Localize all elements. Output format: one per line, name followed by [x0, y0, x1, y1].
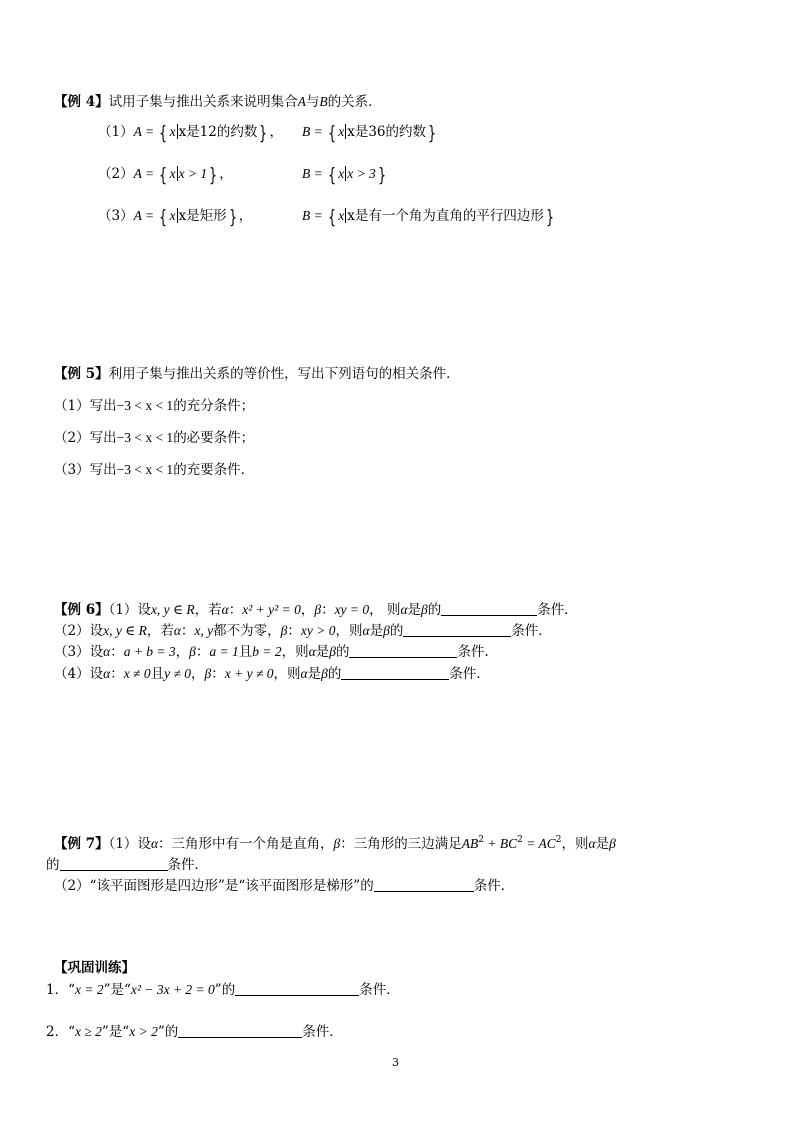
answer-blank[interactable]	[349, 643, 457, 658]
answer-blank[interactable]	[60, 856, 168, 871]
ex6-label: 【例 6】	[54, 602, 109, 618]
ex4-item-3-b	[302, 206, 556, 227]
ex7-label: 【例 7】	[54, 836, 109, 852]
page-number: 3	[392, 1056, 399, 1069]
ex4-item-3: （3）A = { x x是矩形 } ，	[98, 206, 253, 228]
set-b-eq: B =	[302, 166, 327, 181]
answer-blank[interactable]	[341, 665, 449, 680]
ex4-heading	[54, 92, 382, 112]
ex4-and: 与	[305, 94, 320, 110]
inequality: −3 < x < 1	[116, 462, 174, 477]
inequality: −3 < x < 1	[116, 398, 174, 413]
ex4-set-b: B	[319, 94, 328, 109]
set-b-eq: B =	[302, 208, 327, 223]
ex7-line-1: 【例 7】（1）设α：三角形中有一个角是直角，β：三角形的三边满足$AB^2 + BC^2 = AC^2$，则α是β	[54, 835, 616, 852]
answer-blank[interactable]	[178, 1023, 302, 1038]
set-builder: { x x是12的约数 }	[159, 122, 268, 144]
answer-blank[interactable]	[374, 877, 474, 892]
set-a-eq: A =	[133, 166, 158, 181]
ex5-text: 利用子集与推出关系的等价性，写出下列语句的相关条件．	[108, 366, 460, 382]
ex6-line-4: （4）设α：x ≠ 0且y ≠ 0，β：x + y ≠ 0，则α是β的 条件．	[54, 666, 490, 682]
ex4-item-1-b	[302, 122, 438, 143]
ex7-line-2: （2）“该平面图形是四边形”是“该平面图形是梯形”的 条件．	[54, 878, 515, 894]
ex4-text-post: 的关系．	[327, 94, 382, 110]
practice-q2: 2．“x ≥ 2”是“x > 2”的 条件．	[46, 1024, 343, 1040]
ex4-item-2-b	[302, 164, 388, 185]
ex5-item-1: （1）写出−3 < x < 1的充分条件；	[54, 398, 255, 414]
inequality: −3 < x < 1	[116, 430, 174, 445]
ex5-heading	[54, 364, 460, 384]
practice-title: 【巩固训练】	[54, 960, 135, 976]
ex6-line-2: （2）设x, y ∈ R，若α：x, y都不为零，β：xy > 0，则α是β的 条件．	[54, 623, 552, 639]
set-a-eq: A =	[133, 124, 158, 139]
set-builder: { x x是36的约数 }	[328, 122, 436, 144]
set-b-eq: B =	[302, 124, 327, 139]
answer-blank[interactable]	[235, 981, 359, 996]
ex5-item-2: （2）写出−3 < x < 1的必要条件；	[54, 430, 255, 446]
set-builder: { x x > 3 }	[328, 164, 386, 186]
ex6-line-3: （3）设α：a + b = 3，β：a = 1且b = 2，则α是β的 条件．	[54, 644, 498, 660]
practice-q1: 1．“x = 2”是“x² − 3x + 2 = 0”的 条件．	[46, 982, 400, 998]
ex4-item-num: （2）	[98, 166, 134, 182]
ex4-item-2: （2）A = { x x > 1 } ，	[98, 164, 233, 186]
ex5-item-3: （3）写出−3 < x < 1的充要条件．	[54, 462, 255, 478]
set-a-eq: A =	[133, 208, 158, 223]
ex4-label: 【例 4】	[54, 94, 109, 110]
ex4-item-num: （3）	[98, 208, 134, 224]
ex4-item-num: （1）	[98, 124, 134, 140]
set-builder: { x x是有一个角为直角的平行四边形 }	[328, 206, 554, 228]
ex7-line-1-cont: 的 条件．	[46, 857, 208, 873]
ex6-line-1: 【例 6】（1）设x, y ∈ R，若α：x² + y² = 0，β：xy = 0， 则α是β的 条件．	[54, 602, 578, 618]
set-builder: { x x > 1 }	[159, 164, 218, 186]
answer-blank[interactable]	[403, 622, 511, 637]
answer-blank[interactable]	[441, 601, 537, 616]
ex4-text-pre: 试用子集与推出关系来说明集合	[108, 94, 298, 110]
ex4-set-a: A	[297, 94, 306, 109]
ex4-item-1: （1）A = { x x是12的约数 } ，	[98, 122, 283, 144]
set-builder: { x x是矩形 }	[159, 206, 237, 228]
ex5-label: 【例 5】	[54, 366, 109, 382]
